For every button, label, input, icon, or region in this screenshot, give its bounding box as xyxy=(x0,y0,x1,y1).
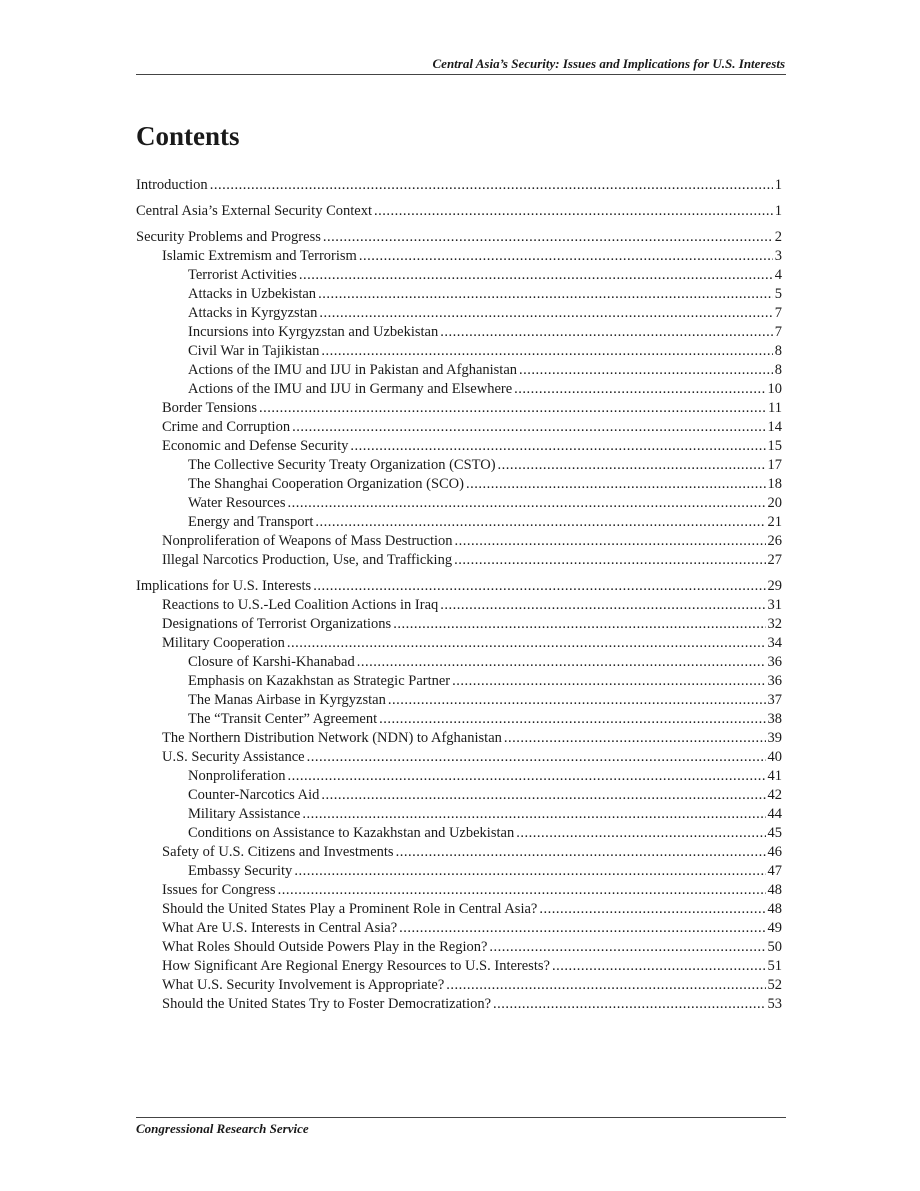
toc-entry-label: Crime and Corruption xyxy=(162,419,291,435)
toc-entry-page-number: 8 xyxy=(774,343,782,359)
toc-entry-page-number: 4 xyxy=(774,267,782,283)
dot-leader xyxy=(440,596,765,615)
toc-entry-page-number: 7 xyxy=(774,324,782,340)
toc-entry-page-number: 1 xyxy=(774,203,782,219)
toc-entry-page-number: 51 xyxy=(767,958,782,974)
dot-leader xyxy=(318,285,773,304)
dot-leader xyxy=(396,843,766,862)
toc-entry-page-number: 10 xyxy=(767,381,782,397)
toc-entry[interactable] xyxy=(136,824,782,843)
toc-entry-label: Should the United States Play a Prominent Role in Central Asia? xyxy=(162,901,538,917)
dot-leader xyxy=(454,551,765,570)
toc-entry[interactable] xyxy=(136,456,782,475)
dot-leader xyxy=(504,729,766,748)
dot-leader xyxy=(302,805,765,824)
toc-entry-label: Security Problems and Progress xyxy=(136,229,321,245)
toc-entry[interactable] xyxy=(136,672,782,691)
toc-entry[interactable] xyxy=(136,938,782,957)
dot-leader xyxy=(388,691,766,710)
toc-entry-label: The Manas Airbase in Kyrgyzstan xyxy=(188,692,386,708)
toc-entry-page-number: 49 xyxy=(767,920,782,936)
toc-entry[interactable] xyxy=(136,475,782,494)
toc-entry[interactable] xyxy=(136,418,782,437)
toc-entry[interactable] xyxy=(136,862,782,881)
toc-entry-label: Military Cooperation xyxy=(162,635,285,651)
toc-entry[interactable] xyxy=(136,653,782,672)
toc-entry-label: Conditions on Assistance to Kazakhstan and Uzbekistan xyxy=(188,825,515,841)
toc-entry[interactable] xyxy=(136,995,782,1014)
toc-entry-page-number: 37 xyxy=(767,692,782,708)
toc-entry-label: Nonproliferation of Weapons of Mass Destruction xyxy=(162,533,453,549)
toc-entry-label: Actions of the IMU and IJU in Germany and Elsewhere xyxy=(188,381,513,397)
toc-entry[interactable] xyxy=(136,900,782,919)
toc-entry-page-number: 14 xyxy=(767,419,782,435)
toc-entry-label: What Are U.S. Interests in Central Asia? xyxy=(162,920,398,936)
dot-leader xyxy=(321,786,765,805)
dot-leader xyxy=(321,342,772,361)
toc-entry-label: Energy and Transport xyxy=(188,514,314,530)
toc-entry[interactable] xyxy=(136,596,782,615)
toc-entry[interactable] xyxy=(136,380,782,399)
dot-leader xyxy=(319,304,772,323)
toc-entry-page-number: 41 xyxy=(767,768,782,784)
dot-leader xyxy=(455,532,766,551)
dot-leader xyxy=(514,380,765,399)
page-title: Contents xyxy=(136,121,240,151)
dot-leader xyxy=(374,202,773,221)
toc-entry-label: What Roles Should Outside Powers Play in the Region? xyxy=(162,939,488,955)
dot-leader xyxy=(307,748,766,767)
toc-entry-label: Issues for Congress xyxy=(162,882,276,898)
dot-leader xyxy=(539,900,765,919)
dot-leader xyxy=(299,266,773,285)
footer-rule xyxy=(136,1117,786,1118)
toc-entry-label: The Collective Security Treaty Organization (CSTO) xyxy=(188,457,496,473)
dot-leader xyxy=(446,976,765,995)
toc-entry[interactable] xyxy=(136,323,782,342)
toc-entry[interactable] xyxy=(136,843,782,862)
toc-entry[interactable] xyxy=(136,532,782,551)
toc-entry-label: Illegal Narcotics Production, Use, and Trafficking xyxy=(162,552,453,568)
toc-entry[interactable] xyxy=(136,767,782,786)
toc-entry[interactable] xyxy=(136,919,782,938)
toc-entry-page-number: 21 xyxy=(767,514,782,530)
toc-entry-page-number: 50 xyxy=(767,939,782,955)
toc-entry-label: U.S. Security Assistance xyxy=(162,749,305,765)
dot-leader xyxy=(278,881,766,900)
toc-entry-page-number: 5 xyxy=(774,286,782,302)
header-rule xyxy=(136,74,786,75)
toc-entry-label: Military Assistance xyxy=(188,806,301,822)
toc-entry-page-number: 34 xyxy=(767,635,782,651)
toc-entry-page-number: 39 xyxy=(767,730,782,746)
toc-entry[interactable] xyxy=(136,957,782,976)
toc-entry-page-number: 36 xyxy=(767,673,782,689)
toc-entry[interactable] xyxy=(136,551,782,570)
toc-entry-page-number: 18 xyxy=(767,476,782,492)
toc-entry[interactable] xyxy=(136,228,782,247)
toc-entry[interactable] xyxy=(136,361,782,380)
dot-leader xyxy=(350,437,765,456)
toc-entry[interactable] xyxy=(136,247,782,266)
toc-entry-page-number: 42 xyxy=(767,787,782,803)
table-of-contents xyxy=(136,176,782,1014)
toc-entry[interactable] xyxy=(136,342,782,361)
toc-entry-label: Attacks in Uzbekistan xyxy=(188,286,317,302)
toc-entry-label: The Northern Distribution Network (NDN) to Afghanistan xyxy=(162,730,502,746)
toc-entry-page-number: 52 xyxy=(767,977,782,993)
toc-entry[interactable] xyxy=(136,976,782,995)
toc-entry-label: Implications for U.S. Interests xyxy=(136,578,312,594)
toc-entry-page-number: 17 xyxy=(767,457,782,473)
dot-leader xyxy=(466,475,766,494)
toc-entry-label: Closure of Karshi-Khanabad xyxy=(188,654,355,670)
toc-entry-label: The “Transit Center” Agreement xyxy=(188,711,378,727)
toc-entry-page-number: 27 xyxy=(767,552,782,568)
toc-entry-page-number: 3 xyxy=(774,248,782,264)
dot-leader xyxy=(259,399,766,418)
toc-entry-label: Islamic Extremism and Terrorism xyxy=(162,248,357,264)
toc-entry-page-number: 53 xyxy=(767,996,782,1012)
toc-entry-page-number: 1 xyxy=(774,177,782,193)
toc-entry-label: Embassy Security xyxy=(188,863,293,879)
toc-entry-label: The Shanghai Cooperation Organization (SCO) xyxy=(188,476,464,492)
toc-entry-label: Actions of the IMU and IJU in Pakistan and Afghanistan xyxy=(188,362,518,378)
toc-entry-page-number: 48 xyxy=(767,882,782,898)
toc-entry-label: Terrorist Activities xyxy=(188,267,297,283)
dot-leader xyxy=(440,323,773,342)
toc-entry[interactable] xyxy=(136,266,782,285)
toc-entry-label: Reactions to U.S.-Led Coalition Actions in Iraq xyxy=(162,597,439,613)
toc-entry-label: Nonproliferation xyxy=(188,768,286,784)
dot-leader xyxy=(489,938,765,957)
toc-entry[interactable] xyxy=(136,513,782,532)
toc-entry[interactable] xyxy=(136,437,782,456)
dot-leader xyxy=(552,957,766,976)
dot-leader xyxy=(498,456,766,475)
toc-entry[interactable] xyxy=(136,881,782,900)
toc-entry-label: Water Resources xyxy=(188,495,286,511)
toc-entry-page-number: 45 xyxy=(767,825,782,841)
toc-entry-page-number: 38 xyxy=(767,711,782,727)
toc-entry-page-number: 29 xyxy=(767,578,782,594)
dot-leader xyxy=(493,995,765,1014)
toc-entry[interactable] xyxy=(136,691,782,710)
dot-leader xyxy=(287,494,765,513)
dot-leader xyxy=(294,862,765,881)
toc-entry-label: Border Tensions xyxy=(162,400,257,416)
toc-entry[interactable] xyxy=(136,202,782,221)
toc-entry-page-number: 46 xyxy=(767,844,782,860)
toc-entry[interactable] xyxy=(136,176,782,195)
toc-entry-label: Designations of Terrorist Organizations xyxy=(162,616,392,632)
toc-entry-page-number: 26 xyxy=(767,533,782,549)
toc-entry[interactable] xyxy=(136,805,782,824)
toc-entry-page-number: 8 xyxy=(774,362,782,378)
running-header: Central Asia’s Security: Issues and Implications for U.S. Interests xyxy=(432,56,785,71)
toc-entry-page-number: 47 xyxy=(767,863,782,879)
toc-entry-page-number: 32 xyxy=(767,616,782,632)
dot-leader xyxy=(210,176,773,195)
toc-entry-label: Emphasis on Kazakhstan as Strategic Partner xyxy=(188,673,451,689)
dot-leader xyxy=(357,653,766,672)
toc-entry-label: Introduction xyxy=(136,177,208,193)
toc-entry-label: Should the United States Try to Foster Democratization? xyxy=(162,996,492,1012)
toc-entry-page-number: 44 xyxy=(767,806,782,822)
toc-entry-label: What U.S. Security Involvement is Appropriate? xyxy=(162,977,445,993)
toc-entry-page-number: 7 xyxy=(774,305,782,321)
running-footer: Congressional Research Service xyxy=(136,1121,309,1136)
dot-leader xyxy=(516,824,765,843)
toc-entry-label: Safety of U.S. Citizens and Investments xyxy=(162,844,394,860)
toc-entry-label: Counter-Narcotics Aid xyxy=(188,787,320,803)
toc-entry[interactable] xyxy=(136,729,782,748)
toc-entry-page-number: 20 xyxy=(767,495,782,511)
toc-entry[interactable] xyxy=(136,786,782,805)
dot-leader xyxy=(452,672,765,691)
dot-leader xyxy=(287,767,765,786)
toc-entry-page-number: 11 xyxy=(768,400,782,416)
toc-entry-page-number: 40 xyxy=(767,749,782,765)
dot-leader xyxy=(379,710,765,729)
toc-entry-label: Central Asia’s External Security Context xyxy=(136,203,372,219)
dot-leader xyxy=(399,919,765,938)
toc-entry[interactable] xyxy=(136,748,782,767)
toc-entry[interactable] xyxy=(136,285,782,304)
toc-entry-page-number: 2 xyxy=(774,229,782,245)
toc-entry[interactable] xyxy=(136,710,782,729)
toc-entry-page-number: 48 xyxy=(767,901,782,917)
toc-entry[interactable] xyxy=(136,399,782,418)
toc-entry-label: Incursions into Kyrgyzstan and Uzbekistan xyxy=(188,324,439,340)
toc-entry-label: Civil War in Tajikistan xyxy=(188,343,320,359)
toc-entry-label: How Significant Are Regional Energy Resources to U.S. Interests? xyxy=(162,958,550,974)
dot-leader xyxy=(323,228,773,247)
toc-entry-page-number: 31 xyxy=(767,597,782,613)
toc-entry[interactable] xyxy=(136,634,782,653)
dot-leader xyxy=(292,418,765,437)
dot-leader xyxy=(359,247,773,266)
toc-entry-label: Attacks in Kyrgyzstan xyxy=(188,305,318,321)
toc-entry-label: Economic and Defense Security xyxy=(162,438,349,454)
toc-entry[interactable] xyxy=(136,577,782,596)
dot-leader xyxy=(287,634,766,653)
toc-entry[interactable] xyxy=(136,494,782,513)
dot-leader xyxy=(519,361,773,380)
toc-entry[interactable] xyxy=(136,304,782,323)
dot-leader xyxy=(313,577,765,596)
toc-entry[interactable] xyxy=(136,615,782,634)
dot-leader xyxy=(315,513,765,532)
dot-leader xyxy=(393,615,765,634)
toc-entry-page-number: 15 xyxy=(767,438,782,454)
toc-entry-page-number: 36 xyxy=(767,654,782,670)
